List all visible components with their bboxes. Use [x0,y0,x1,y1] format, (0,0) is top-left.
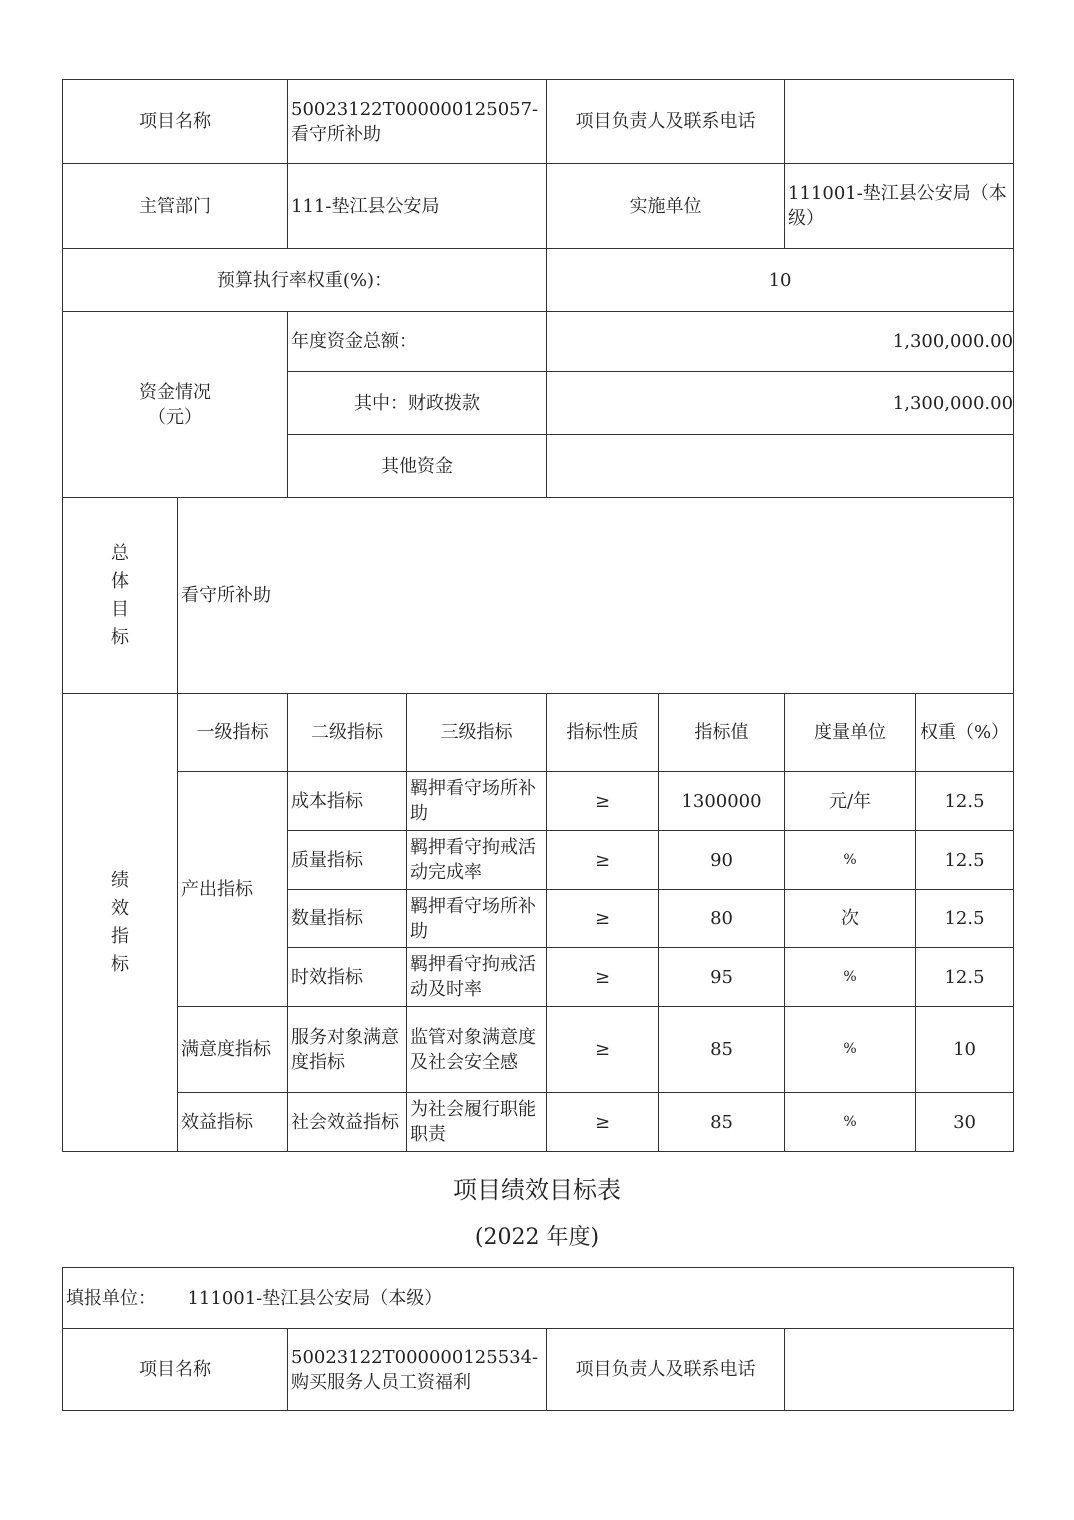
project-name-label: 项目名称 [63,80,288,164]
impl-unit-value: 111001-垫江县公安局（本级） [785,164,1014,249]
reporter-label: 填报单位： [66,1287,156,1309]
row-value: 1300000 [659,772,785,831]
performance-table-1 [62,79,1014,1152]
dept-value: 111-垫江县公安局 [288,164,547,249]
level1-benefit: 效益指标 [178,1093,288,1152]
funds-label-line1: 资金情况 [139,381,211,403]
row-l3: 羁押看守场所补助 [407,772,547,831]
level1-satisfaction: 满意度指标 [178,1007,288,1093]
goal-char: 标 [111,626,129,648]
row-value: 85 [659,1007,785,1093]
project-leader-label-2: 项目负责人及联系电话 [547,1329,785,1411]
header-nature: 指标性质 [547,694,659,772]
project-leader-value-2 [785,1329,1014,1411]
header-weight: 权重（%） [916,694,1014,772]
row-l3: 羁押看守拘戒活动及时率 [407,948,547,1007]
other-funds-value [547,435,1014,498]
fiscal-label: 其中：财政拨款 [288,372,547,435]
perf-char: 指 [111,925,129,947]
row-nature: ≥ [547,948,659,1007]
goal-char: 总 [111,542,129,564]
project-leader-label: 项目负责人及联系电话 [547,80,785,164]
row-value: 80 [659,890,785,948]
project-name-label-2: 项目名称 [63,1329,288,1411]
goal-char: 目 [111,598,129,620]
row-l2: 数量指标 [288,890,407,948]
row-l2: 社会效益指标 [288,1093,407,1152]
reporter-row [63,1268,1014,1329]
row-unit: % [785,1093,916,1152]
row-weight: 12.5 [916,948,1014,1007]
row-nature: ≥ [547,831,659,890]
reporter-value: 111001-垫江县公安局（本级） [187,1287,443,1309]
row-unit: % [785,831,916,890]
header-level2: 二级指标 [288,694,407,772]
row-weight: 10 [916,1007,1014,1093]
performance-table-2 [62,1267,1014,1411]
row-unit: 次 [785,890,916,948]
goal-char: 体 [111,570,129,592]
header-unit: 度量单位 [785,694,916,772]
funds-label [63,312,288,498]
budget-weight-label: 预算执行率权重(%)： [63,249,547,312]
header-value: 指标值 [659,694,785,772]
row-value: 90 [659,831,785,890]
row-l2: 成本指标 [288,772,407,831]
row-unit: % [785,1007,916,1093]
row-value: 85 [659,1093,785,1152]
row-nature: ≥ [547,772,659,831]
project-leader-value [785,80,1014,164]
dept-label: 主管部门 [63,164,288,249]
funds-label-line2: （元） [148,406,202,428]
table-row [63,772,1014,831]
row-weight: 30 [916,1093,1014,1152]
perf-char: 效 [111,897,129,919]
row-value: 95 [659,948,785,1007]
row-l3: 监管对象满意度及社会安全感 [407,1007,547,1093]
overall-goal-value: 看守所补助 [178,498,1014,694]
row-l3: 为社会履行职能职责 [407,1093,547,1152]
project-name-value: 50023122T000000125057-看守所补助 [288,80,547,164]
level1-output: 产出指标 [178,772,288,1007]
annual-total-value: 1,300,000.00 [547,312,1014,372]
header-level3: 三级指标 [407,694,547,772]
row-l3: 羁押看守拘戒活动完成率 [407,831,547,890]
overall-goal-label [63,498,178,694]
row-weight: 12.5 [916,890,1014,948]
fiscal-value: 1,300,000.00 [547,372,1014,435]
annual-total-label: 年度资金总额： [288,312,547,372]
impl-unit-label: 实施单位 [547,164,785,249]
row-unit: 元/年 [785,772,916,831]
perf-char: 标 [111,953,129,975]
row-l3: 羁押看守场所补助 [407,890,547,948]
row-weight: 12.5 [916,772,1014,831]
row-l2: 质量指标 [288,831,407,890]
row-l2: 时效指标 [288,948,407,1007]
project-name-value-2: 50023122T000000125534-购买服务人员工资福利 [288,1329,547,1411]
performance-label [63,694,178,1152]
page-title: 项目绩效目标表 [453,1176,621,1204]
other-funds-label: 其他资金 [288,435,547,498]
row-l2: 服务对象满意度指标 [288,1007,407,1093]
row-nature: ≥ [547,1007,659,1093]
budget-weight-value: 10 [547,249,1014,312]
table-row [63,1093,1014,1152]
page-year: (2022 年度) [474,1225,600,1250]
row-nature: ≥ [547,890,659,948]
table-row [63,1007,1014,1093]
row-nature: ≥ [547,1093,659,1152]
row-weight: 12.5 [916,831,1014,890]
row-unit: % [785,948,916,1007]
perf-char: 绩 [111,869,129,891]
header-level1: 一级指标 [178,694,288,772]
